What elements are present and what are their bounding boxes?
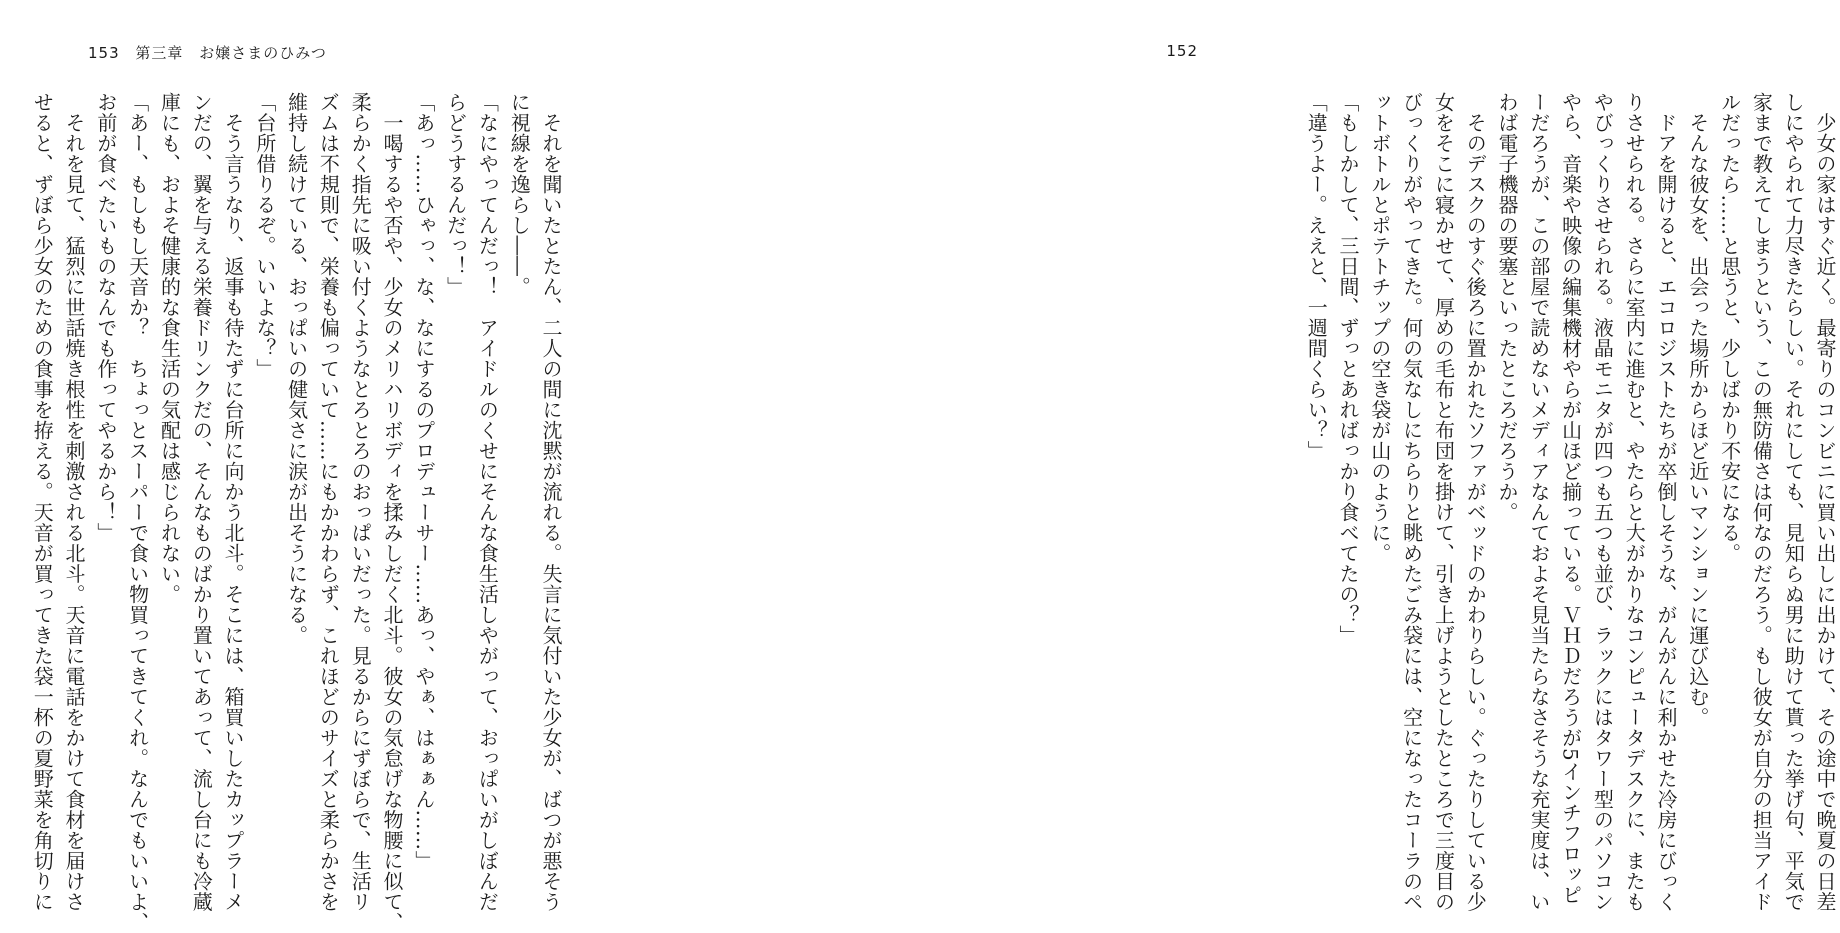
- left-page: [0, 0, 640, 933]
- text-line: お前が食べたいものなんでも作ってやるから！」: [93, 92, 118, 543]
- right-page-body-text: [1304, 92, 1840, 912]
- text-line: しにやられて力尽きたらしい。それにしても、見知らぬ男に助けて貰った挙げ句、平気で: [1781, 92, 1806, 912]
- text-line: そう言うなり、返事も待たずに台所に向かう北斗。そこには、箱買いしたカップラーメ: [221, 92, 246, 912]
- text-line: 家まで教えてしまうという、この無防備さは何なのだろう。もし彼女が自分の担当アイド: [1749, 92, 1774, 912]
- left-page-body-text: [30, 92, 566, 933]
- text-line: ットボトルとポテトチップの空き袋が山のように。: [1367, 92, 1392, 564]
- right-page-header: [1166, 42, 1198, 60]
- text-line: りさせられる。さらに室内に進むと、やたらと大がかりなコンピュータデスクに、またも: [1622, 92, 1647, 912]
- text-line: 「あっ……ひゃっ、な、なにするのプロデューサー……あっ、やぁ、はぁぁん……」: [411, 92, 436, 871]
- text-line: らどうするんだっ！」: [443, 92, 468, 297]
- text-line: 庫にも、およそ健康的な食生活の気配は感じられない。: [157, 92, 182, 605]
- text-line: わば電子機器の要塞といったところだろうか。: [1495, 92, 1520, 523]
- text-line: 維持し続けている、おっぱいの健気さに涙が出そうになる。: [284, 92, 309, 646]
- text-line: せると、ずぼら少女のための食事を拵える。天音が買ってきた袋一杯の夏野菜を角切りに: [30, 92, 55, 912]
- text-line: ズムは不規則で、栄養も偏っていて……にもかかわらず、これほどのサイズと柔らかさを: [316, 92, 341, 912]
- text-line: ンだの、翼を与える栄養ドリンクだの、そんなものばかり置いてあって、流し台にも冷蔵: [189, 92, 214, 912]
- chapter-label: 第三章: [135, 44, 184, 62]
- text-line: 一喝するや否や、少女のメリハリボディを揉みしだく北斗。彼女の気怠げな物腰に似て、: [380, 92, 405, 933]
- text-line: 「違うよー。ええと、一週間くらい？」: [1304, 92, 1329, 461]
- chapter-title: お嬢さまのひみつ: [199, 44, 327, 62]
- text-line: 柔らかく指先に吸い付くようなとろとろのおっぱいだった。見るからにずぼらで、生活リ: [348, 92, 373, 912]
- text-line: 少女の家はすぐ近く。最寄りのコンビニに買い出しに出かけて、その途中で晩夏の日差: [1813, 92, 1837, 912]
- text-line: そのデスクのすぐ後ろに置かれたソファがベッドのかわりらしい。ぐったりしている少: [1463, 92, 1488, 912]
- text-line: 「台所借りるぞ。いいよな？」: [252, 92, 277, 379]
- text-line: それを聞いたとたん、二人の間に沈黙が流れる。失言に気付いた少女が、ばつが悪そう: [539, 92, 563, 912]
- left-page-header: [88, 42, 327, 63]
- right-page-number: 152: [1166, 42, 1198, 60]
- text-line: に視線を逸らし――。: [507, 92, 532, 297]
- text-line: 「なにやってんだっ！ アイドルのくせにそんな食生活しやがって、おっぱいがしぼんだ: [475, 92, 500, 912]
- left-page-number: 153: [88, 44, 120, 62]
- text-line: 「あー、もしもし天音か？ ちょっとスーパーで食い物買ってきてくれ。なんでもいいよ、: [125, 92, 150, 933]
- right-page: [640, 0, 1837, 912]
- text-line: 女をそこに寝かせて、厚めの毛布と布団を掛けて、引き上げようとしたところで三度目の: [1431, 92, 1456, 912]
- text-line: そんな彼女を、出会った場所からほど近いマンションに運び込む。: [1685, 92, 1710, 728]
- text-line: ルだったら……と思うと、少しばかり不安になる。: [1717, 92, 1742, 564]
- text-line: やびっくりさせられる。液晶モニタが四つも五つも並び、ラックにはタワー型のパソコン: [1590, 92, 1615, 912]
- text-line: びっくりがやってきた。何の気なしにちらりと眺めたごみ袋には、空になったコーラのペ: [1399, 92, 1424, 912]
- text-line: ーだろうが、この部屋で読めないメディアなんておよそ見当たらなさそうな充実度は、い: [1526, 92, 1551, 912]
- text-line: やら、音楽や映像の編集機材やらが山ほど揃っている。ＶＨＤだろうが5インチフロッピ: [1558, 92, 1583, 905]
- text-line: それを見て、猛烈に世話焼き根性を刺激される北斗。天音に電話をかけて食材を届けさ: [62, 92, 87, 912]
- text-line: ドアを開けると、エコロジストたちが卒倒しそうな、がんがんに利かせた冷房にびっく: [1654, 92, 1679, 912]
- text-line: 「もしかして、三日間、ずっとあればっかり食べてたの？」: [1336, 92, 1361, 646]
